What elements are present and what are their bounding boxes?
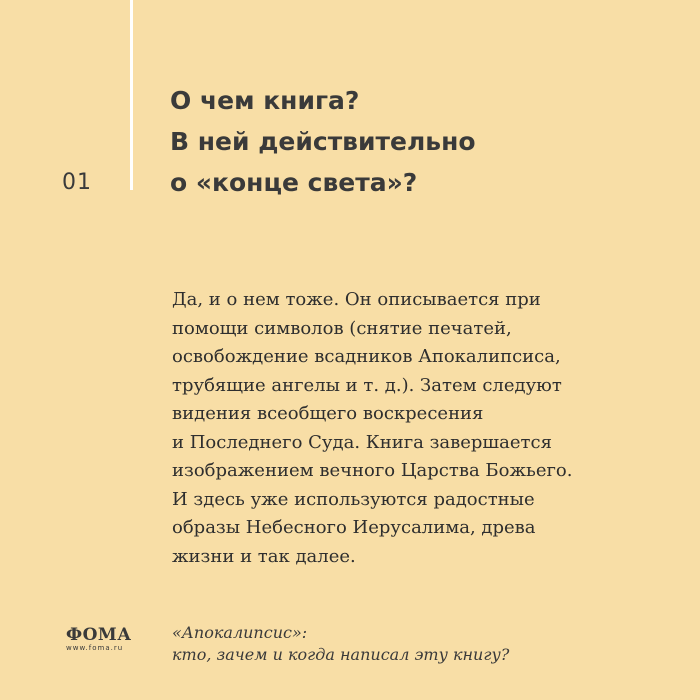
body-line: трубящие ангелы и т. д.). Затем следуют [172,374,562,396]
slide-title [170,80,476,203]
title-line: В ней действительно [170,127,476,156]
footer-line: кто, зачем и когда написал эту книгу? [172,645,510,664]
body-paragraph [172,286,572,571]
body-line: изображением вечного Царства Божьего. [172,460,573,481]
body-line: освобождение всадников Апокалипсиса, [172,346,561,367]
foma-logo [66,626,136,653]
logo-word: ФОМА [66,625,132,645]
body-line: И здесь уже используются радостные [172,488,535,510]
body-line: помощи символов (снятие печатей, [172,317,512,339]
footer-series-title [172,622,509,666]
footer-line: «Апокалипсис»: [172,623,308,642]
body-line: жизни и так далее. [172,545,356,567]
slide-number: 01 [62,170,92,195]
logo-url: www.foma.ru [66,644,124,652]
title-line: О чем книга? [170,86,360,115]
title-line: о «конце света»? [170,168,418,197]
body-line: Да, и о нем тоже. Он описывается при [172,289,541,310]
body-line: образы Небесного Иерусалима, древа [172,517,536,538]
body-line: видения всеобщего воскресения [172,403,484,424]
vertical-divider-line [130,0,133,190]
body-line: и Последнего Суда. Книга завершается [172,431,552,453]
